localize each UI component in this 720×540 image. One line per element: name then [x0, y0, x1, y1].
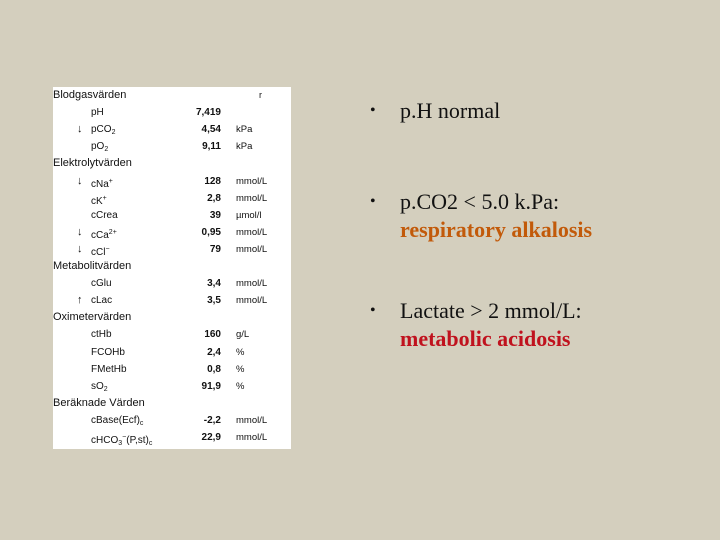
parameter-name [91, 429, 152, 452]
section-title: Beräknade Värden [53, 396, 145, 409]
parameter-unit: mmol/L [236, 432, 268, 443]
bullet-conclusion: respiratory alkalosis [400, 217, 593, 242]
parameter-unit: mmol/L [236, 226, 268, 238]
section-heading [53, 395, 291, 412]
bullet-text: p.CO2 < 5.0 k.Pa: [400, 189, 560, 214]
parameter-value: 2,4 [207, 346, 221, 358]
parameter-value: 79 [209, 243, 221, 255]
parameter-suffix: (P,st) [126, 435, 149, 446]
lab-row [53, 104, 291, 121]
parameter-base: cHCO [91, 435, 119, 446]
parameter-unit: % [236, 346, 245, 358]
parameter-base: cCa [91, 229, 109, 241]
parameter-name [91, 207, 118, 224]
section-title: Oximetervärden [53, 311, 132, 324]
parameter-subscript: 2 [111, 129, 116, 137]
parameter-value: 7,419 [195, 107, 221, 119]
bullet-text: Lactate > 2 mmol/L: [400, 298, 582, 323]
parameter-value: 4,54 [201, 124, 221, 136]
bullet-dot-icon: • [370, 302, 376, 319]
parameter-base: FMetHb [91, 363, 127, 375]
lab-row [53, 429, 291, 446]
parameter-unit: mmol/L [236, 278, 268, 290]
parameter-superscript: − [122, 434, 127, 441]
lab-row [53, 224, 291, 241]
lab-row [53, 412, 291, 429]
section-title: Elektrolytvärden [53, 157, 132, 170]
parameter-value: 9,11 [202, 141, 221, 153]
parameter-unit: mmol/L [236, 295, 268, 307]
parameter-unit: µmol/l [236, 209, 262, 221]
lab-row [53, 326, 291, 343]
arrow-up-icon: ↑ [77, 294, 83, 307]
parameter-subscript: 2 [103, 385, 108, 393]
parameter-unit: mmol/L [236, 192, 268, 204]
parameter-base: cCrea [91, 209, 118, 221]
parameter-unit: kPa [236, 124, 253, 136]
parameter-superscript: − [105, 245, 110, 253]
lab-row [53, 173, 291, 190]
parameter-unit: % [236, 363, 245, 375]
parameter-unit: mmol/L [236, 243, 268, 255]
parameter-value: 2,8 [207, 192, 221, 204]
parameter-name [91, 361, 127, 378]
parameter-base: cNa [91, 178, 109, 190]
parameter-name [91, 104, 104, 121]
parameter-value: 39 [209, 209, 221, 221]
parameter-superscript: + [108, 177, 113, 185]
parameter-base: pCO [91, 124, 112, 136]
parameter-value: 3,5 [207, 295, 221, 307]
bullet-dot-icon: • [370, 193, 376, 210]
arrow-down-icon: ↓ [77, 123, 83, 136]
bullet-text: p.H normal [400, 98, 501, 123]
parameter-value: 91,9 [201, 380, 221, 392]
parameter-unit: g/L [236, 329, 250, 341]
arrow-down-icon: ↓ [77, 225, 83, 238]
bullet-conclusion: metabolic acidosis [400, 326, 571, 351]
lab-row [53, 121, 291, 138]
parameter-base: FCOHb [91, 346, 125, 358]
parameter-unit: kPa [236, 141, 253, 153]
parameter-value: 0,8 [207, 363, 221, 375]
parameter-subscript: c [139, 419, 144, 427]
parameter-base: ctHb [91, 329, 112, 341]
arrow-down-icon: ↓ [77, 242, 83, 255]
section-title: Blodgasvärden [53, 89, 127, 101]
parameter-value: 3,4 [207, 278, 221, 290]
parameter-base: pO [91, 141, 105, 153]
lab-row [53, 344, 291, 361]
section-heading [53, 309, 291, 326]
lab-row [53, 190, 291, 207]
lab-row [53, 207, 291, 224]
lab-row [53, 378, 291, 395]
parameter-base: cLac [91, 295, 113, 307]
lab-row [53, 275, 291, 292]
parameter-name [91, 292, 112, 309]
parameter-value: -2,2 [203, 414, 221, 426]
parameter-value: 22,9 [201, 432, 221, 443]
lab-row [53, 361, 291, 378]
parameter-superscript: + [102, 194, 107, 202]
section-mark: r [259, 90, 262, 100]
bullet-dot-icon: • [370, 102, 376, 119]
parameter-base: sO [91, 380, 104, 392]
parameter-base: cK [91, 195, 103, 207]
parameter-superscript: 2+ [108, 228, 117, 236]
parameter-unit: mmol/L [236, 414, 268, 426]
section-heading [53, 87, 291, 104]
parameter-base: cBase(Ecf) [91, 414, 140, 426]
section-heading [53, 258, 291, 275]
section-title: Metabolitvärden [53, 260, 132, 272]
parameter-subscript: 3 [118, 440, 123, 447]
parameter-name [91, 326, 112, 343]
section-heading [53, 155, 291, 172]
parameter-suffix-subscript: c [148, 440, 153, 447]
arrow-down-icon: ↓ [77, 174, 83, 187]
parameter-value: 0,95 [201, 226, 221, 238]
parameter-subscript: 2 [104, 146, 109, 154]
parameter-value: 160 [204, 329, 221, 341]
parameter-name [91, 275, 112, 292]
parameter-unit: % [236, 380, 245, 392]
blood-gas-report [53, 87, 291, 449]
parameter-name [91, 344, 125, 361]
lab-row [53, 241, 291, 258]
parameter-value: 128 [204, 175, 221, 187]
parameter-base: cCl [91, 246, 106, 258]
lab-row [53, 138, 291, 155]
lab-row [53, 292, 291, 309]
parameter-base: cGlu [91, 278, 112, 290]
parameter-unit: mmol/L [236, 175, 268, 187]
parameter-base: pH [91, 107, 104, 119]
